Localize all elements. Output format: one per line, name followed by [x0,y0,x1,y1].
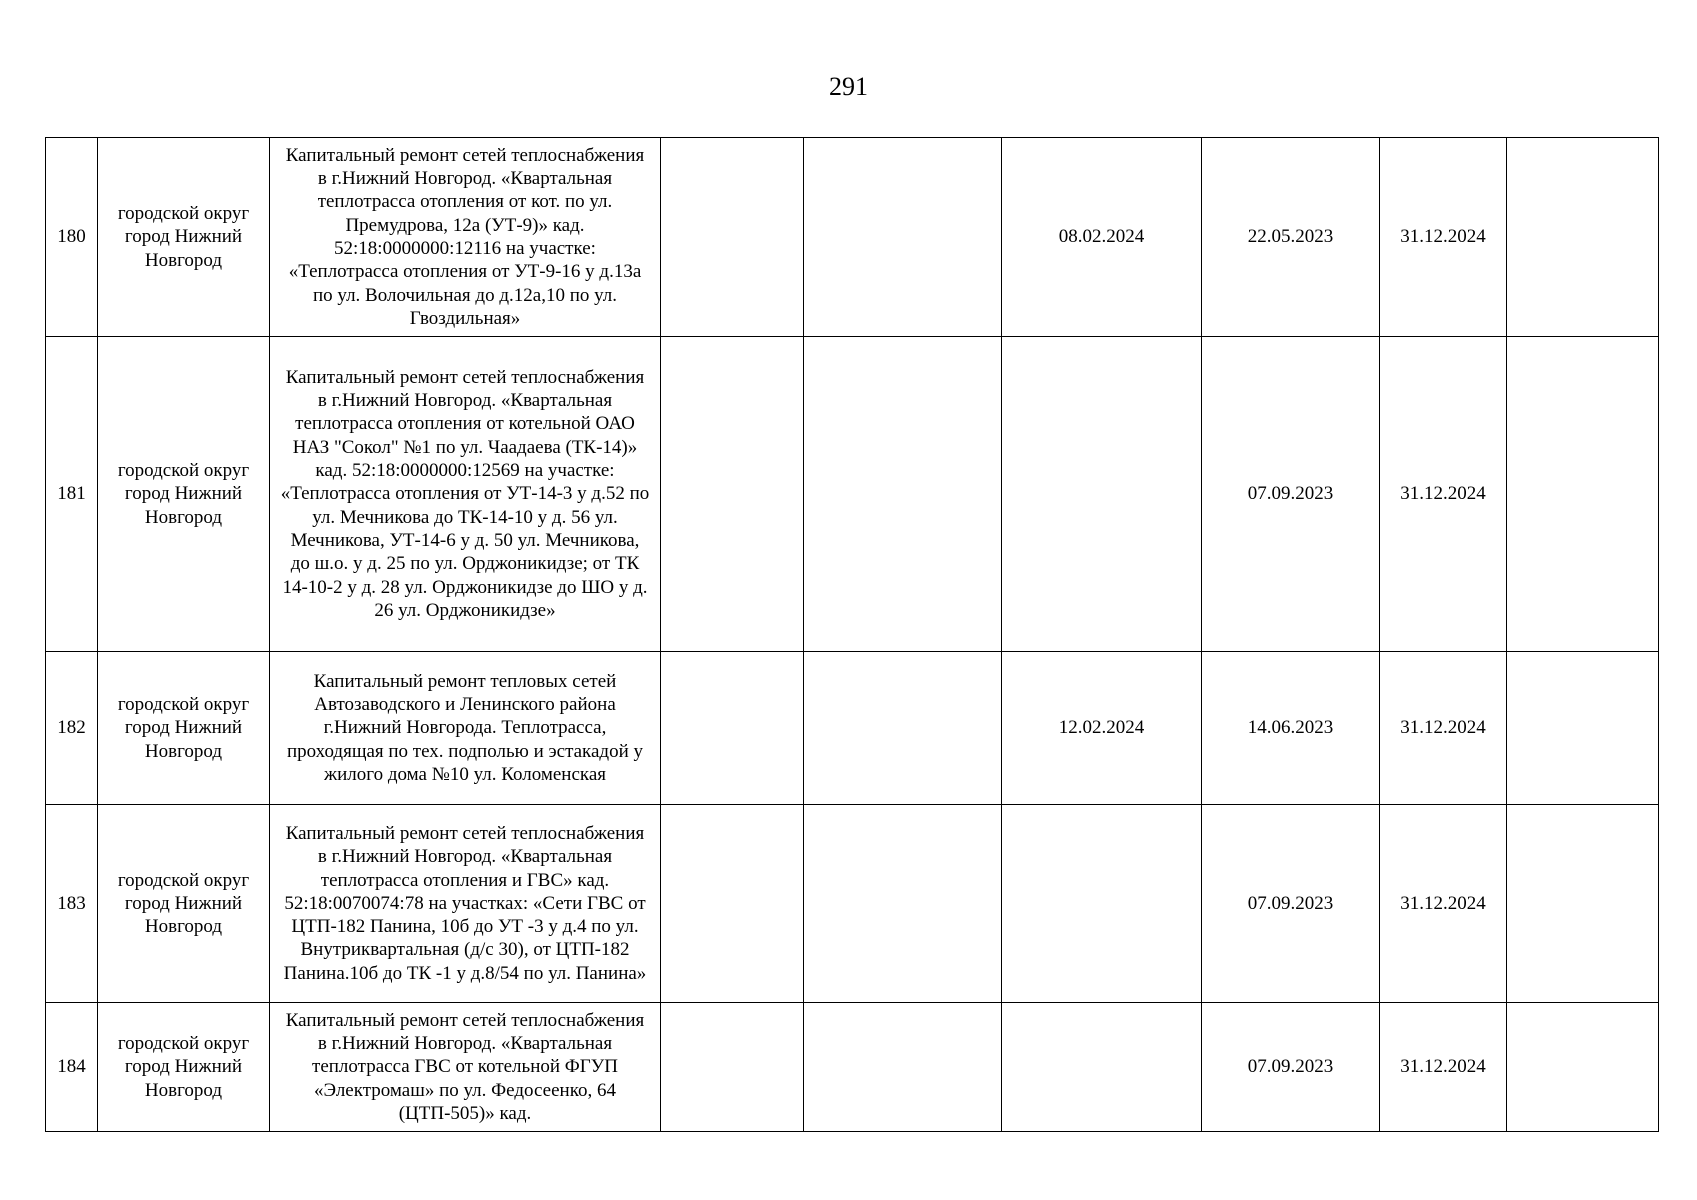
empty-cell [661,1003,804,1132]
table-row [46,1003,1659,1132]
municipality-cell: городской округ город Нижний Новгород [98,337,270,652]
date-cell: 31.12.2024 [1380,652,1507,805]
date-cell: 08.02.2024 [1002,138,1202,337]
empty-cell [804,805,1002,1003]
description-cell: Капитальный ремонт сетей теплоснабжения в г.Нижний Новгород. «Квартальная теплотрасса отопления от котельной ОАО НАЗ "Сокол" №1 по ул. Чаадаева (ТК-14)» кад. 52:18:0000000:12569 на участке: «Теплотрасса отопления от УТ-14-3 у д.52 по ул. Мечникова до ТК-14-10 у д. 56 ул. Мечникова, УТ-14-6 у д. 50 ул. Мечникова, до ш.о. у д. 25 по ул. Орджоникидзе; от ТК 14-10-2 у д. 28 ул. Орджоникидзе до ШО у д. 26 ул. Орджоникидзе» [270,337,661,652]
row-number-cell: 182 [46,652,98,805]
empty-cell [804,1003,1002,1132]
table-row [46,138,1659,337]
row-number-cell: 183 [46,805,98,1003]
municipality-cell: городской округ город Нижний Новгород [98,652,270,805]
description-cell: Капитальный ремонт сетей теплоснабжения в г.Нижний Новгород. «Квартальная теплотрасса отопления и ГВС» кад. 52:18:0070074:78 на участках: «Сети ГВС от ЦТП-182 Панина, 10б до УТ -3 у д.4 по ул. Внутриквартальная (д/с 30), от ЦТП-182 Панина.10б до ТК -1 у д.8/54 по ул. Панина» [270,805,661,1003]
date-cell: 07.09.2023 [1202,805,1380,1003]
empty-cell [804,337,1002,652]
date-cell: 14.06.2023 [1202,652,1380,805]
date-cell: 07.09.2023 [1202,1003,1380,1132]
empty-cell [1507,1003,1659,1132]
empty-cell [1507,652,1659,805]
empty-cell [804,138,1002,337]
table-row [46,652,1659,805]
municipality-cell: городской округ город Нижний Новгород [98,1003,270,1132]
row-number-cell: 184 [46,1003,98,1132]
empty-cell [804,652,1002,805]
municipality-cell: городской округ город Нижний Новгород [98,138,270,337]
date-cell [1002,1003,1202,1132]
description-cell: Капитальный ремонт сетей теплоснабжения в г.Нижний Новгород. «Квартальная теплотрасса ГВС от котельной ФГУП «Электромаш» по ул. Федосеенко, 64 (ЦТП-505)» кад. [270,1003,661,1132]
empty-cell [661,337,804,652]
date-cell: 31.12.2024 [1380,337,1507,652]
page-number: 291 [829,72,868,101]
empty-cell [661,138,804,337]
description-cell: Капитальный ремонт тепловых сетей Автозаводского и Ленинского района г.Нижний Новгорода. Теплотрасса, проходящая по тех. подполью и эстакадой у жилого дома №10 ул. Коломенская [270,652,661,805]
date-cell: 12.02.2024 [1002,652,1202,805]
municipality-cell: городской округ город Нижний Новгород [98,805,270,1003]
date-cell: 22.05.2023 [1202,138,1380,337]
empty-cell [661,805,804,1003]
date-cell: 31.12.2024 [1380,138,1507,337]
empty-cell [1507,138,1659,337]
table-row [46,805,1659,1003]
date-cell [1002,337,1202,652]
registry-table [45,137,1659,1132]
date-cell: 31.12.2024 [1380,1003,1507,1132]
empty-cell [661,652,804,805]
date-cell: 07.09.2023 [1202,337,1380,652]
date-cell [1002,805,1202,1003]
table-row [46,337,1659,652]
date-cell: 31.12.2024 [1380,805,1507,1003]
row-number-cell: 180 [46,138,98,337]
empty-cell [1507,337,1659,652]
empty-cell [1507,805,1659,1003]
description-cell: Капитальный ремонт сетей теплоснабжения в г.Нижний Новгород. «Квартальная теплотрасса отопления от кот. по ул. Премудрова, 12а (УТ-9)» кад. 52:18:0000000:12116 на участке: «Теплотрасса отопления от УТ-9-16 у д.13а по ул. Волочильная до д.12а,10 по ул. Гвоздильная» [270,138,661,337]
row-number-cell: 181 [46,337,98,652]
